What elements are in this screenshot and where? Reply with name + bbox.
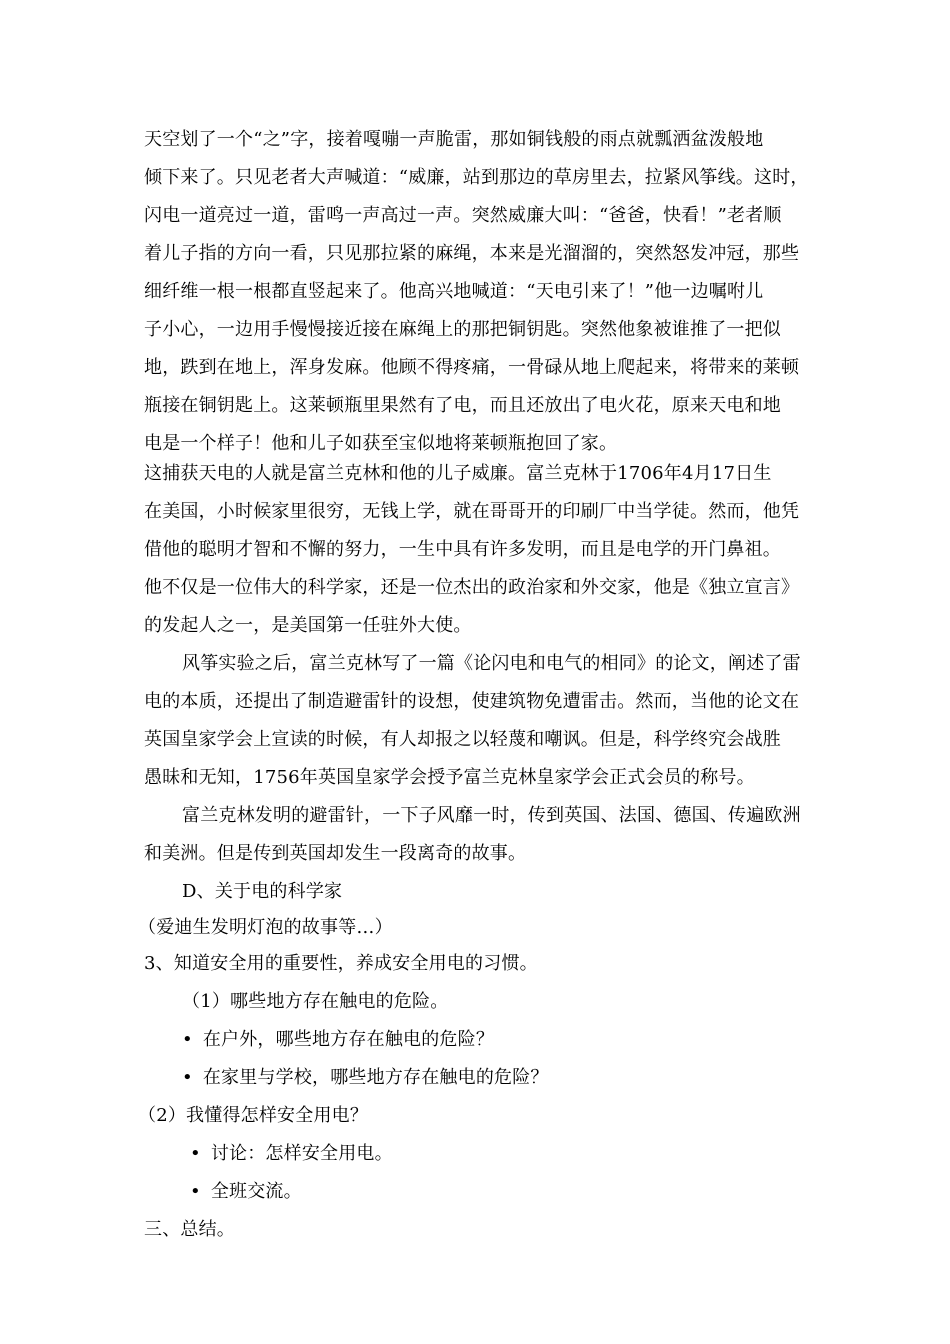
story-line-3: 闪电一道亮过一道，雷鸣一声高过一声。突然威廉大叫：“爸爸，快看！”老者顺 bbox=[144, 205, 782, 226]
bullet-icon: • bbox=[182, 1029, 193, 1050]
franklin-line-4: 他不仅是一位伟大的科学家，还是一位杰出的政治家和外交家，他是《独立宣言》 bbox=[144, 577, 800, 598]
section-d-heading: D、关于电的科学家 bbox=[182, 881, 343, 902]
bullet-text: 全班交流。 bbox=[210, 1181, 302, 1202]
bullet-icon: • bbox=[182, 1067, 193, 1088]
section3-sub1: （1）哪些地方存在触电的危险。 bbox=[182, 991, 449, 1012]
bullet-text: 在家里与学校，哪些地方存在触电的危险？ bbox=[202, 1067, 549, 1088]
bullet-item-discussion bbox=[190, 1143, 393, 1165]
franklin-line-3: 借他的聪明才智和不懈的努力，一生中具有许多发明，而且是电学的开门鼻祖。 bbox=[144, 539, 781, 560]
paper-line-4: 愚昧和无知，1756年英国皇家学会授予富兰克林皇家学会正式会员的称号。 bbox=[144, 767, 755, 788]
story-line-9: 电是一个样子！他和儿子如获至宝似地将莱顿瓶抱回了家。 bbox=[144, 433, 618, 454]
bullet-text: 讨论：怎样安全用电。 bbox=[210, 1143, 393, 1164]
bullet-icon: • bbox=[190, 1143, 201, 1164]
story-line-4: 着儿子指的方向一看，只见那拉紧的麻绳，本来是光溜溜的，突然怒发冲冠，那些 bbox=[144, 243, 800, 264]
bullet-text: 在户外，哪些地方存在触电的危险？ bbox=[202, 1029, 495, 1050]
summary-heading: 三、总结。 bbox=[144, 1219, 235, 1240]
paper-line-1: 风筝实验之后，富兰克林写了一篇《论闪电和电气的相同》的论文，阐述了雷 bbox=[182, 653, 801, 674]
bullet-item-home-school bbox=[182, 1067, 549, 1089]
story-line-2: 倾下来了。只见老者大声喊道：“威廉，站到那边的草房里去，拉紧风筝线。这时， bbox=[144, 167, 809, 188]
bullet-item-class-share bbox=[190, 1181, 302, 1203]
bullet-icon: • bbox=[190, 1181, 201, 1202]
section3-sub2: （2）我懂得怎样安全用电？ bbox=[138, 1105, 369, 1126]
franklin-line-1: 这捕获天电的人就是富兰克林和他的儿子威廉。富兰克林于1706年4月17日生 bbox=[144, 463, 772, 484]
rod-line-2: 和美洲。但是传到英国却发生一段离奇的故事。 bbox=[144, 843, 527, 864]
paper-line-3: 英国皇家学会上宣读的时候，有人却报之以轻蔑和嘲讽。但是，科学终究会战胜 bbox=[144, 729, 781, 750]
rod-line-1: 富兰克林发明的避雷针，一下子风靡一时，传到英国、法国、德国、传遍欧洲 bbox=[182, 805, 801, 826]
section-d-note: （爱迪生发明灯泡的故事等…） bbox=[138, 917, 393, 938]
section3-heading: 3、知道安全用的重要性，养成安全用电的习惯。 bbox=[144, 953, 538, 974]
bullet-item-outdoor bbox=[182, 1029, 494, 1051]
story-line-5: 细纤维一根一根都直竖起来了。他高兴地喊道：“天电引来了！”他一边嘱咐儿 bbox=[144, 281, 764, 302]
story-line-6: 子小心，一边用手慢慢接近接在麻绳上的那把铜钥匙。突然他象被谁推了一把似 bbox=[144, 319, 781, 340]
story-line-7: 地，跌到在地上，浑身发麻。他顾不得疼痛，一骨碌从地上爬起来，将带来的莱顿 bbox=[144, 357, 800, 378]
story-line-1: 天空划了一个“之”字，接着嘎嘣一声脆雷，那如铜钱般的雨点就瓢洒盆泼般地 bbox=[144, 129, 764, 150]
paper-line-2: 电的本质，还提出了制造避雷针的设想，使建筑物免遭雷击。然而，当他的论文在 bbox=[144, 691, 800, 712]
franklin-line-2: 在美国，小时候家里很穷，无钱上学，就在哥哥开的印刷厂中当学徒。然而，他凭 bbox=[144, 501, 800, 522]
franklin-line-5: 的发起人之一，是美国第一任驻外大使。 bbox=[144, 615, 472, 636]
story-line-8: 瓶接在铜钥匙上。这莱顿瓶里果然有了电，而且还放出了电火花，原来天电和地 bbox=[144, 395, 781, 416]
